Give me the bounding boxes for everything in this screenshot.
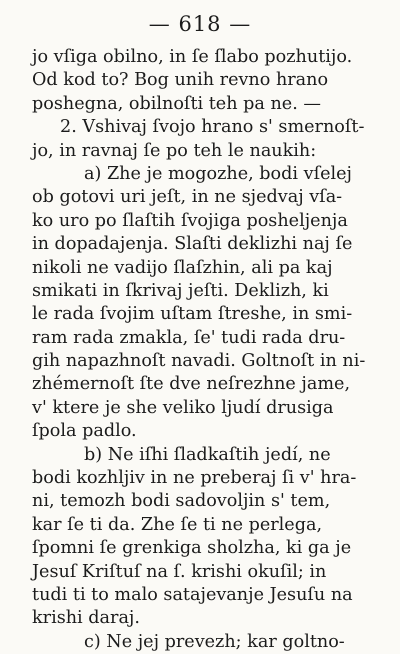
body-text <box>32 46 372 654</box>
text-line: poshegna, obilnoſti teh pa ne. — <box>32 93 321 114</box>
text-line: ram rada zmakla, ſe' tudi rada dru- <box>32 327 346 348</box>
text-line: nikoli ne vadijo ſlaſzhin, ali pa kaj <box>32 257 333 278</box>
text-line: v' ktere je she veliko ljudí drusiga <box>32 397 334 418</box>
page-number: — 618 — <box>148 12 252 36</box>
text-line: in dopadajenja. Slaſti deklizhi naj ſe <box>32 234 353 255</box>
text-line: a) Zhe je mogozhe, bodi vſelej <box>84 163 352 184</box>
text-line: jo vſiga obilno, in ſe ſlabo pozhutijo. <box>32 47 353 67</box>
text-line: bodi kozhljiv in ne preberaj ſi v' hra- <box>32 468 357 489</box>
text-line: krishi daraj. <box>32 608 140 629</box>
text-line: gih napazhnoſt navadi. Goltnoſt in ni- <box>32 351 366 372</box>
text-line: b) Ne iſhi ſladkaſtih jedí, ne <box>84 444 331 465</box>
text-line: ni, temozh bodi sadovoljin s' tem, <box>32 491 331 512</box>
text-line: tudi ti to malo satajevanje Jesuſu na <box>32 584 353 605</box>
text-line: ſpomni ſe grenkiga sholzha, ki ga je <box>32 538 352 559</box>
text-line: c) Ne jej prevezh; kar goltno- <box>84 631 345 652</box>
text-line: ob gotovi uri jeſt, in ne sjedvaj vſa- <box>32 187 343 208</box>
text-line: ſpola padlo. <box>32 421 137 442</box>
text-line: Od kod to? Bog unih revno hrano <box>32 70 329 91</box>
text-line: kar ſe ti da. Zhe ſe ti ne perlega, <box>32 514 323 535</box>
text-line: 2. Vshivaj ſvojo hrano s' smernoſt- <box>60 117 365 138</box>
text-line: zhémernoſt ſte dve neſrezhne jame, <box>32 374 351 395</box>
text-line: jo, in ravnaj ſe po teh le naukih: <box>32 140 317 161</box>
text-line: le rada ſvojim uſtam ſtreshe, in smi- <box>32 304 353 325</box>
text-line: Jesuſ Kriſtuſ na ſ. krishi okuſil; in <box>32 561 327 582</box>
text-line: smikati in ſkrivaj jeſti. Deklizh, ki <box>32 280 329 301</box>
text-line: ko uro po ſlaſtih ſvojiga posheljenja <box>32 210 348 231</box>
